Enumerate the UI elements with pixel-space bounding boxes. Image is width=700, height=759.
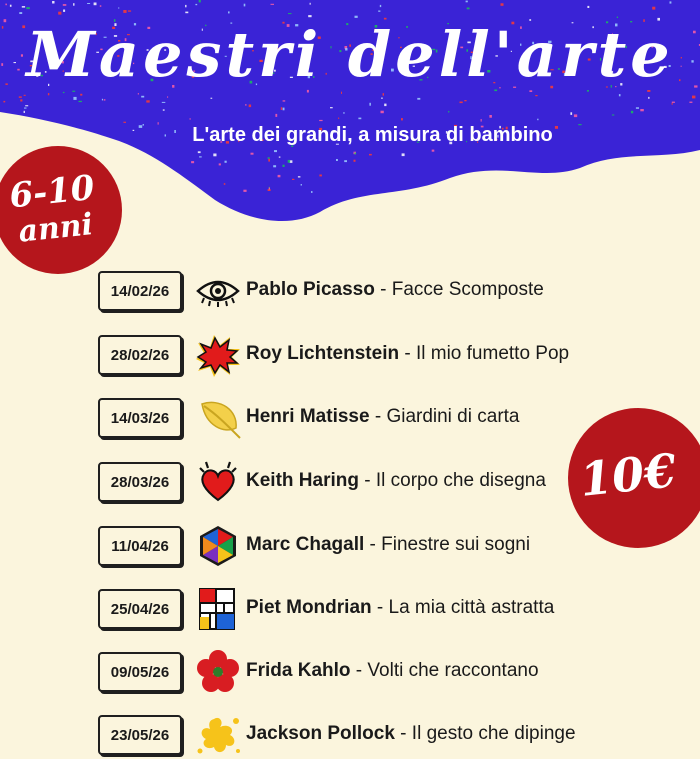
event-date: 14/03/26 xyxy=(98,398,182,438)
event-row-chagall xyxy=(98,526,618,566)
event-artist: Pablo Picasso xyxy=(246,279,375,300)
event-date: 25/04/26 xyxy=(98,589,182,629)
event-text: Jackson Pollock - Il gesto che dipinge xyxy=(246,723,576,744)
flower-icon xyxy=(194,648,242,696)
heart-icon xyxy=(194,458,242,506)
event-date: 28/03/26 xyxy=(98,462,182,502)
event-date: 23/05/26 xyxy=(98,715,182,755)
event-text: Pablo Picasso - Facce Scomposte xyxy=(246,279,544,300)
event-title: Il mio fumetto Pop xyxy=(415,343,570,364)
eye-icon xyxy=(194,267,242,315)
event-title: La mia città astratta xyxy=(388,597,555,618)
age-badge xyxy=(0,141,126,282)
event-artist: Marc Chagall xyxy=(246,534,365,555)
event-title: Facce Scomposte xyxy=(391,279,544,300)
age-unit: anni xyxy=(16,207,95,250)
age-range: 6-10 xyxy=(7,167,97,217)
event-row-mondrian xyxy=(98,589,618,629)
price-badge: 10€ xyxy=(577,443,679,507)
page-subtitle: L'arte dei grandi, a misura di bambino xyxy=(192,124,553,146)
event-text: Marc Chagall - Finestre sui sogni xyxy=(246,534,531,555)
event-row-kahlo xyxy=(98,652,618,692)
event-artist: Roy Lichtenstein xyxy=(246,343,400,364)
event-text: Henri Matisse - Giardini di carta xyxy=(246,406,520,427)
event-date: 28/02/26 xyxy=(98,335,182,375)
event-text: Roy Lichtenstein - Il mio fumetto Pop xyxy=(246,343,570,364)
event-artist: Piet Mondrian xyxy=(246,597,372,618)
event-title: Il corpo che disegna xyxy=(375,470,546,491)
paint-splash-icon xyxy=(194,711,242,759)
event-text: Piet Mondrian - La mia città astratta xyxy=(246,597,555,618)
event-title: Volti che raccontano xyxy=(367,660,539,681)
event-artist: Jackson Pollock xyxy=(246,723,395,744)
event-artist: Keith Haring xyxy=(246,470,359,491)
event-title: Il gesto che dipinge xyxy=(411,723,576,744)
event-title: Finestre sui sogni xyxy=(381,534,531,555)
event-row-picasso xyxy=(98,271,618,311)
event-text: Frida Kahlo - Volti che raccontano xyxy=(246,660,539,681)
event-date: 09/05/26 xyxy=(98,652,182,692)
comic-burst-icon xyxy=(194,331,242,379)
event-date: 11/04/26 xyxy=(98,526,182,566)
leaf-icon xyxy=(194,394,242,442)
mondrian-icon xyxy=(194,585,242,633)
event-row-haring xyxy=(98,462,618,502)
event-title: Giardini di carta xyxy=(386,406,520,427)
page-title: Maestri dell'arte xyxy=(26,18,674,91)
event-row-lichtenstein xyxy=(98,335,618,375)
stained-glass-icon xyxy=(194,522,242,570)
event-artist: Henri Matisse xyxy=(246,406,370,427)
event-row-matisse xyxy=(98,398,618,438)
event-row-pollock xyxy=(98,715,618,755)
event-text: Keith Haring - Il corpo che disegna xyxy=(246,470,546,491)
event-artist: Frida Kahlo xyxy=(246,660,351,681)
event-date: 14/02/26 xyxy=(98,271,182,311)
